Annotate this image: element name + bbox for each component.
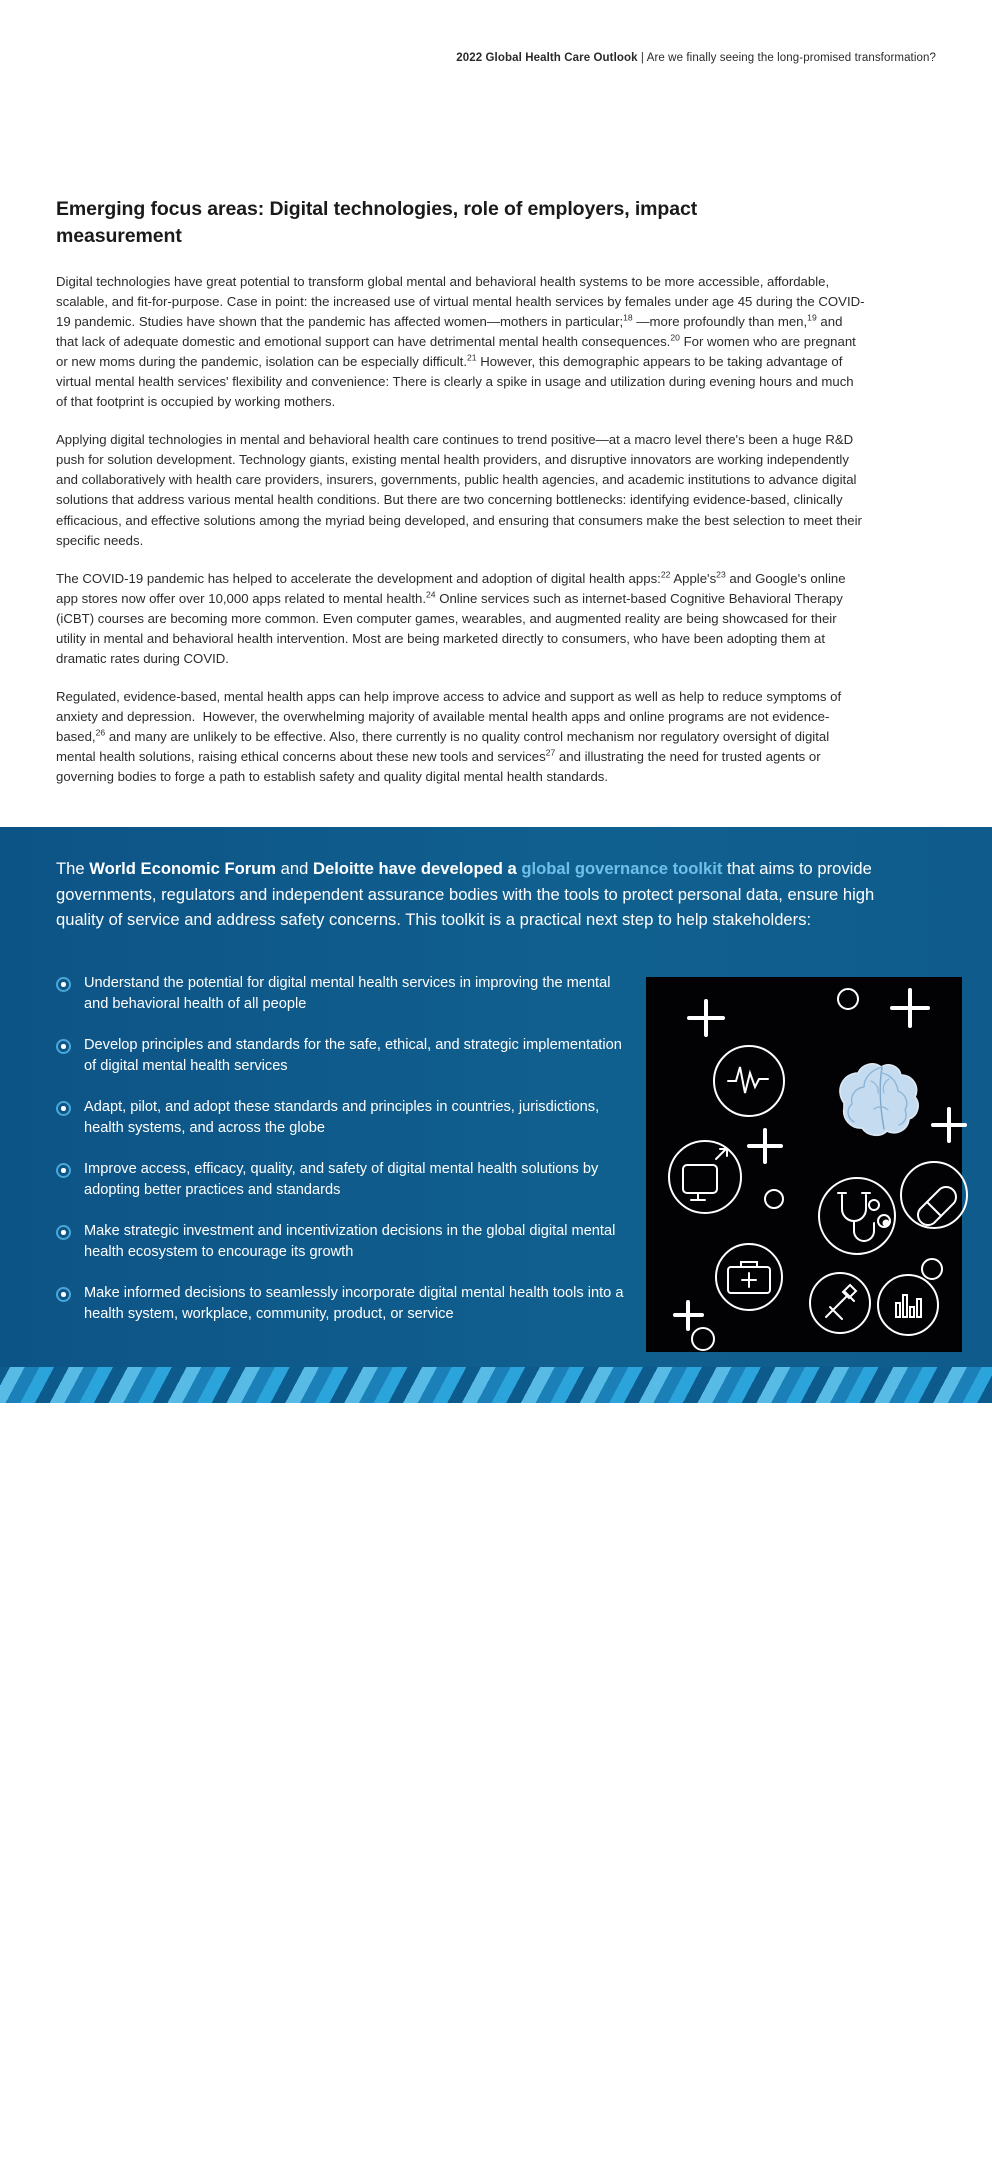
list-item-label: Improve access, efficacy, quality, and safety of digital mental health solutions by adopting better practices and standards bbox=[84, 1161, 599, 1198]
header-separator: | bbox=[637, 52, 647, 64]
bullet-ring-icon bbox=[56, 1287, 72, 1303]
header-title: 2022 Global Health Care Outlook bbox=[456, 52, 638, 64]
list-item bbox=[56, 1159, 656, 1201]
lead-text-3: that aims to provide governments, regulators and independent assurance bodies with the tools to protect personal data, ensure high quality of service and address safety concerns. This toolkit is a practical next step to help stakeholders: bbox=[56, 859, 875, 930]
body-paragraph-3: The COVID-19 pandemic has helped to accelerate the development and adoption of digital health apps:$^{22}$ $Apple's^{23}$ and Google's online app stores now offer over 10,000 apps related to mental health.$^{24}$ Online services such as internet-based Cognitive Behavioral Therapy (iCBT) courses are becoming more common. Even computer games, wearables, and augmented reality are being showcased for their utility in mental and behavioral health intervention. Most are being marketed directly to consumers, who have been adopting them at dramatic rates during COVID. bbox=[56, 569, 846, 666]
lead-bold-deloitte: Deloitte have developed a bbox=[312, 859, 522, 878]
list-item-label: Understand the potential for digital mental health services in improving the mental and behavioral health of all people bbox=[84, 975, 611, 1012]
governance-toolkit-link[interactable]: global governance toolkit bbox=[521, 859, 723, 878]
list-item bbox=[56, 1221, 656, 1263]
header-subtitle: Are we finally seeing the long-promised transformation? bbox=[646, 52, 936, 64]
stripe-pattern bbox=[0, 1367, 992, 1403]
body-paragraph-4: Regulated, evidence-based, mental health apps can help improve access to advice and support as well as help to reduce symptoms of anxiety and depression. However, the overwhelming majority of available mental health apps and online programs are not evidence-based,$^{26}$ and many are unlikely to be effective. Also, there currently is no quality control mechanism nor regulatory oversight of digital mental health solutions, raising ethical concerns about these new tools and services$^{27}$ and illustrating the need for trusted agents or governing bodies to forge a path to establish safety and quality digital mental health standards. bbox=[56, 688, 842, 785]
bullet-ring-icon bbox=[56, 1225, 72, 1241]
bullet-ring-icon bbox=[56, 1101, 72, 1117]
list-item bbox=[56, 1283, 656, 1325]
list-item bbox=[56, 973, 656, 1015]
list-item-label: Make strategic investment and incentivization decisions in the global digital mental health ecosystem to encourage its growth bbox=[84, 1223, 616, 1260]
callout-bullet-list bbox=[56, 973, 656, 1345]
bullet-ring-icon bbox=[56, 977, 72, 993]
bottom-stripe-band bbox=[0, 1367, 992, 1403]
callout-lead-wrapper bbox=[56, 856, 880, 933]
body-paragraph-2: Applying digital technologies in mental and behavioral health care continues to trend positive—at a macro level there's been a huge R&D push for solution development. Technology giants, existing mental health providers, and disruptive innovators are working independently and collaboratively with health care providers, insurers, governments, public health agencies, and academic institutions to advance digital solutions that address various mental health conditions. But there are two concerning bottlenecks: identifying evidence-based, clinically efficacious, and effective solutions among the myriad being developed, and ensuring that consumers make the best selection to meet their specific needs. bbox=[56, 432, 862, 548]
lead-text-2: and bbox=[276, 859, 313, 878]
callout-lead-text bbox=[56, 856, 880, 933]
list-item bbox=[56, 1097, 656, 1139]
list-item-label: Adapt, pilot, and adopt these standards and principles in countries, jurisdictions, health systems, and across the globe bbox=[84, 1099, 600, 1136]
bullet-ring-icon bbox=[56, 1039, 72, 1055]
page-number: 23 bbox=[923, 2172, 936, 2184]
lead-text-1: The bbox=[56, 859, 90, 878]
main-content bbox=[56, 196, 868, 787]
list-item-label: Make informed decisions to seamlessly incorporate digital mental health tools into a health system, workplace, community, product, or service bbox=[84, 1285, 624, 1322]
lead-bold-wef: World Economic Forum bbox=[89, 859, 277, 878]
running-header bbox=[456, 52, 936, 64]
illustration-image bbox=[646, 977, 962, 1352]
body-paragraph-1: Digital technologies have great potential to transform global mental and behavioral health systems to be more accessible, affordable, scalable, and fit-for-purpose. Case in point: the increased use of virtual mental health services by females under age 45 during the COVID-19 pandemic. Studies have shown that the pandemic has affected women—mothers in particular;$^{18}$ —more profoundly than men,$^{19}$ and that lack of adequate domestic and emotional support can have detrimental mental health consequences.$^{20}$ For women who are pregnant or new moms during the pandemic, isolation can be especially difficult.$^{21}$ However, this demographic appears to be taking advantage of virtual mental health services' flexibility and convenience: There is clearly a spike in usage and utilization during evening hours and much of that footprint is occupied by working mothers. bbox=[56, 273, 865, 410]
list-item bbox=[56, 1035, 656, 1077]
page-title: Emerging focus areas: Digital technologies, role of employers, impact measurement bbox=[56, 198, 698, 247]
bullet-ring-icon bbox=[56, 1163, 72, 1179]
list-item-label: Develop principles and standards for the safe, ethical, and strategic implementation of digital mental health services bbox=[84, 1037, 622, 1074]
